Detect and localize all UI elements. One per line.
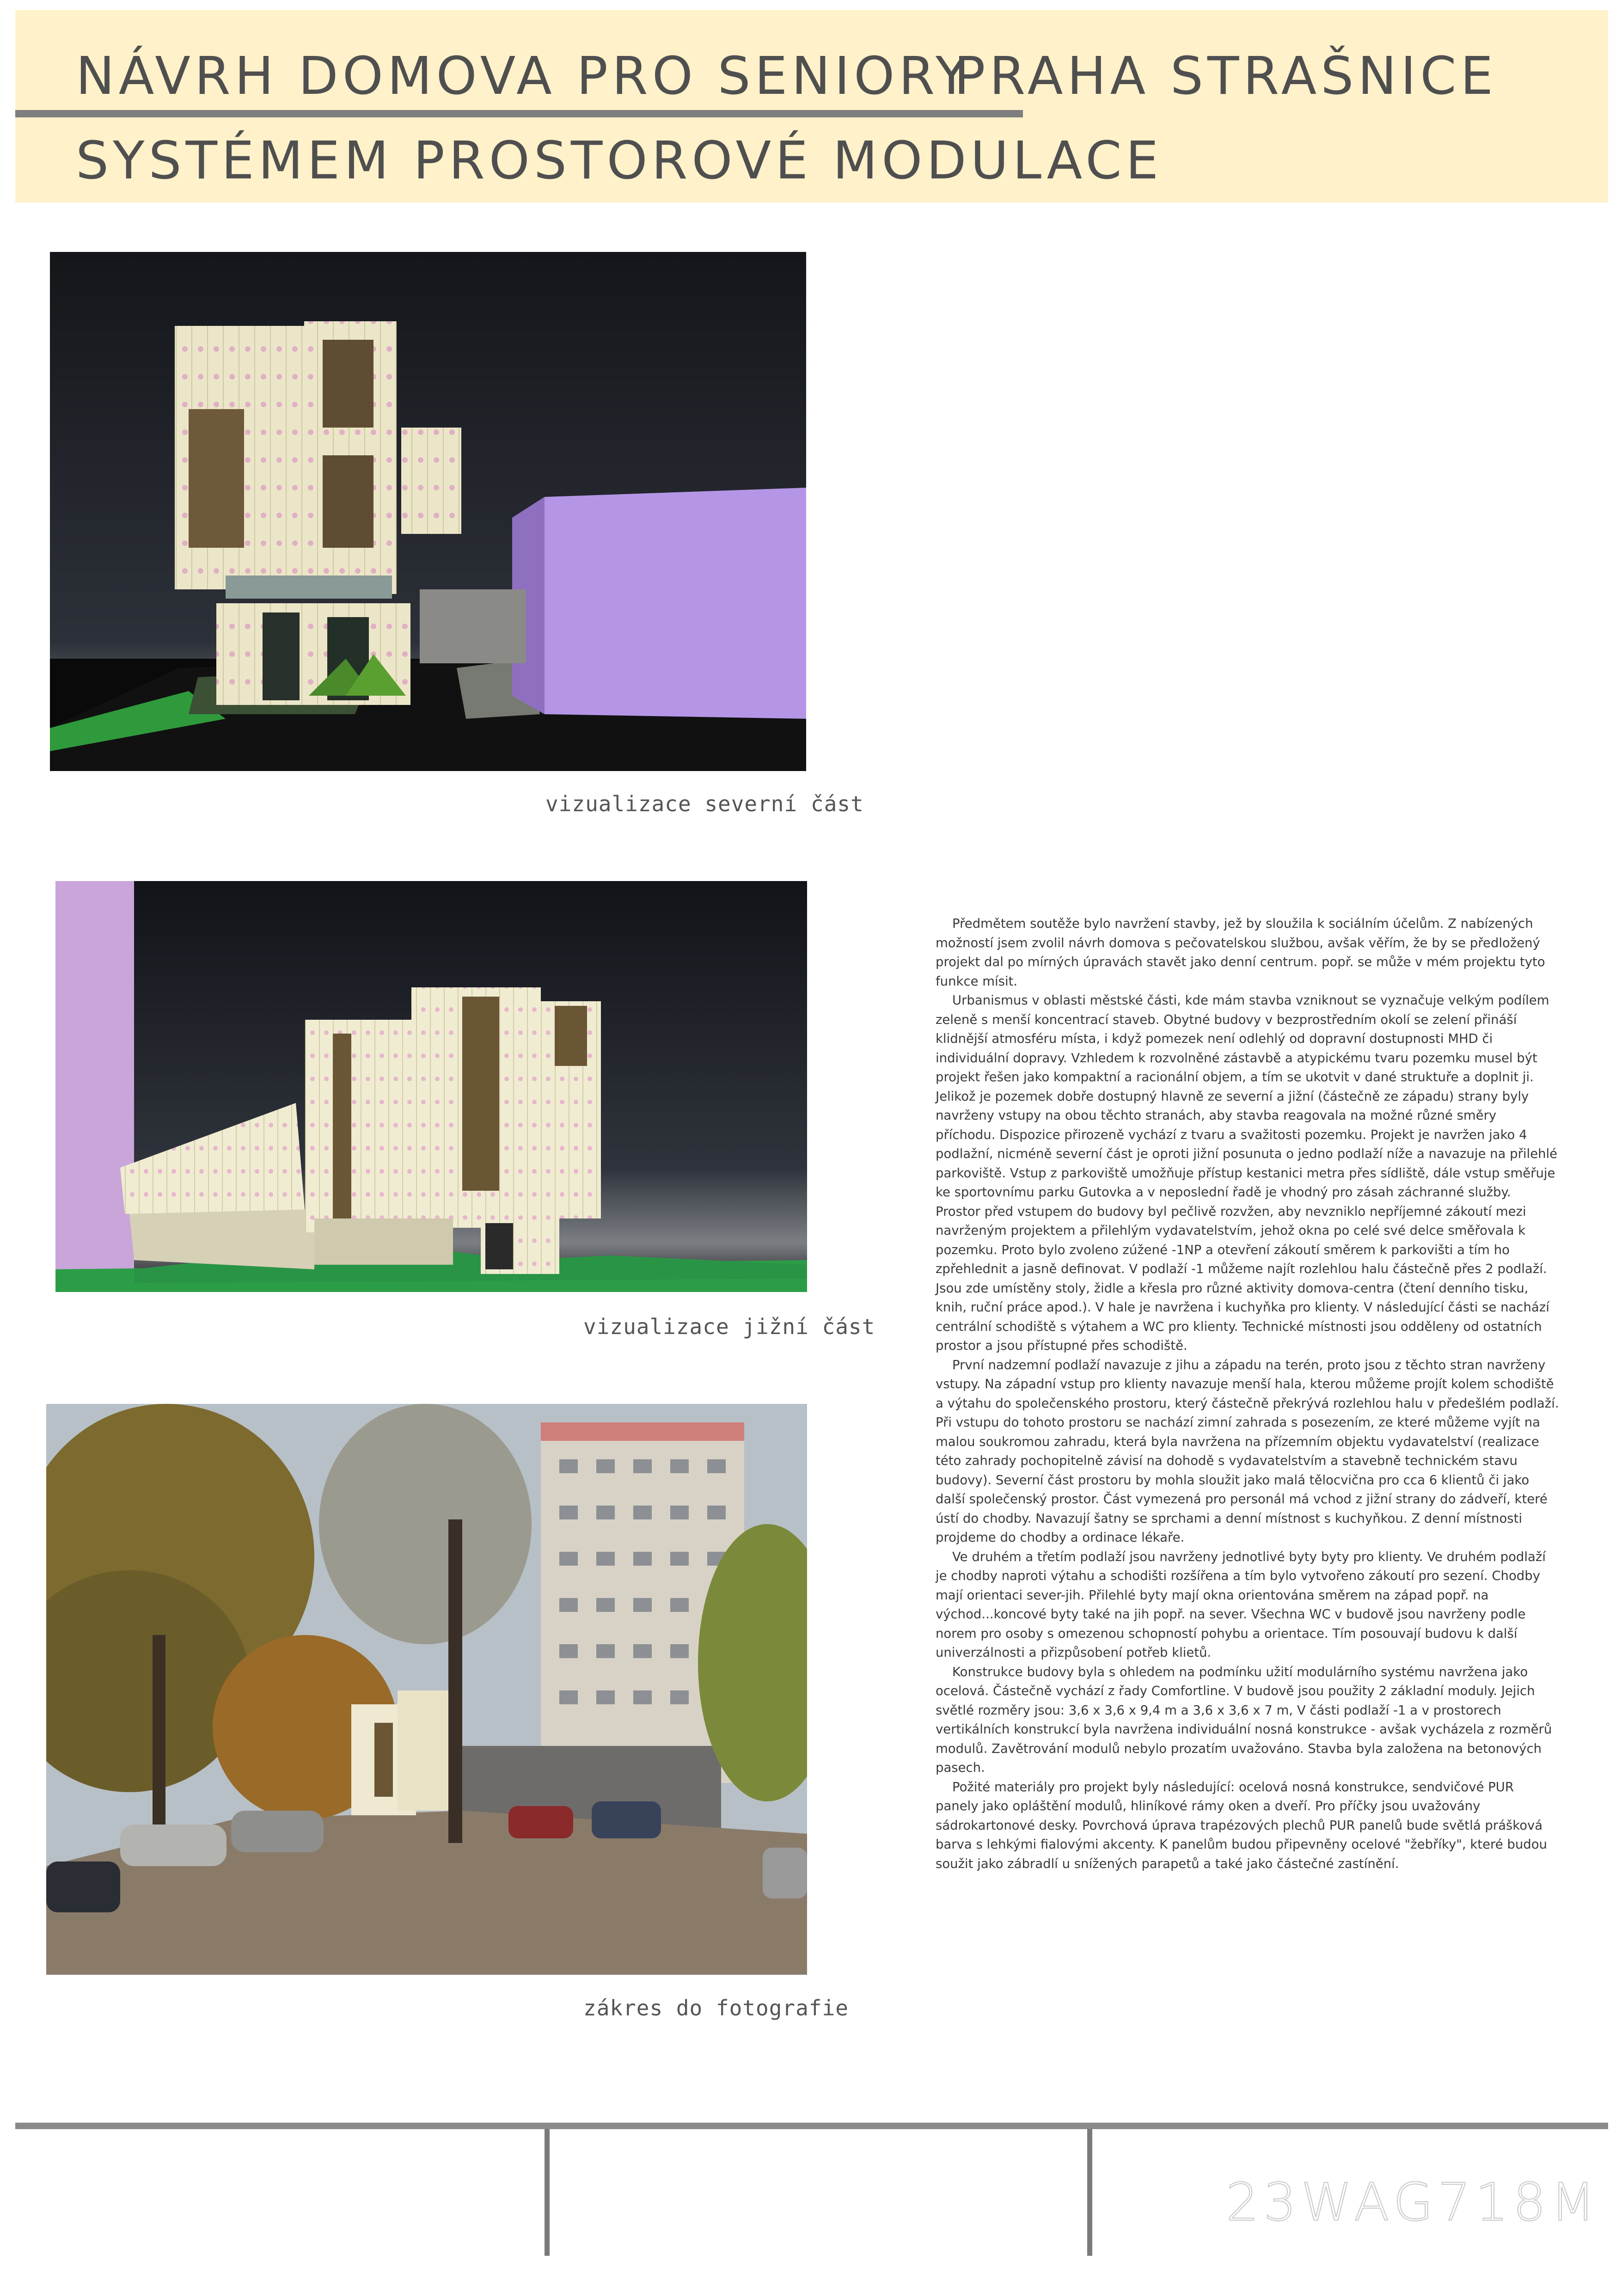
project-description <box>936 914 1560 1874</box>
description-paragraph: Ve druhém a třetím podlaží jsou navrženy jednotlivé byty byty pro klienty. Ve druhém podlaží je chodby naproti výtahu a schodišti rozšířena a tím bylo vytvořeno zákoutí pro sezení. Chodby mají orientaci sever-jih. Přilehlé byty mají okna orientována směrem na západ popř. na východ...koncové byty také na jih popř. na sever. Všechna WC v budově jsou navrženy podle norem pro osoby s omezenou schopností pohybu a orientace. Tím posouvají budovu k další univerzálnosti a přizpůsobení potřeb klietů. <box>936 1549 1546 1660</box>
visualization-south-image <box>55 881 807 1292</box>
title-main: NÁVRH DOMOVA PRO SENIORY <box>76 46 972 106</box>
footer-column-divider <box>545 2129 550 2256</box>
description-paragraph: Požité materiály pro projekt byly následující: ocelová nosná konstrukce, sendvičové PUR panely jako opláštění modulů, hliníkové rámy oken a dveří. Pro příčky jsou uvažovány sádrokartonové desky. Povrchová úprava trapézových plechů PUR panelů bude světlá prášková barva s lehkými fialovými akcenty. K panelům budou připevněny ocelové "žebříky", které budou soužit jako zábradlí u snížených parapetů a také jako částečné zastínění. <box>936 1779 1547 1871</box>
title-location: PRAHA STRAŠNICE <box>954 46 1498 106</box>
description-paragraph: Předmětem soutěže bylo navržení stavby, jež by sloužila k sociálním účelům. Z nabízených možností jsem zvolil návrh domova s pečovatelskou službou, avšak věřím, že by se předložený projekt dal po mírných úpravách stavět jako denní centrum. popř. se může v mém projektu tyto funkce mísit. <box>936 916 1545 989</box>
title-divider <box>15 110 1023 117</box>
description-paragraph: První nadzemní podlaží navazuje z jihu a západu na terén, proto jsou z těchto stran navrženy vstupy. Na západní vstup pro klienty navazuje menší hala, kterou můžeme projít kolem schodiště a výtahu do společenského prostoru, který částečně překrývá rozlehlou halu v předešlém podlaží. Při vstupu do tohoto prostoru se nachází zimní zahrada s posezením, ze které můžeme vyjít na malou soukromou zahradu, která byla navržena na přízemním objektu vydavatelství (realizace této zahrady pochopitelně závisí na dohodě s vydavatelstvím a stavebně technickém stavu budovy). Severní část prostoru by mohla sloužit jako malá tělocvična pro cca 6 klientů či jako další společenský prostor. Část vymezená pro personál má vchod z jižní strany do zádveří, které ústí do chodby. Navazují šatny se sprchami a denní místnost s kuchyňkou. Z denní místnosti projdeme do chodby a ordinace lékaře. <box>936 1357 1559 1545</box>
title-subtitle: SYSTÉMEM PROSTOROVÉ MODULACE <box>76 131 1163 191</box>
visualization-north-image <box>50 252 806 771</box>
caption-south: vizualizace jižní část <box>583 1314 875 1339</box>
footer-column-divider <box>1087 2129 1092 2256</box>
caption-photo: zákres do fotografie <box>583 1996 849 2020</box>
description-paragraph: Urbanismus v oblasti městské části, kde mám stavba vzniknout se vyznačuje velkým podílem zeleně s menší koncentrací staveb. Obytné budovy v bezprostředním okolí se zelení přináší klidnější atmosféru místa, i když pomezek není odlehlý od dopravní dostupnosti MHD či individuální dopravy. Vzhledem k rozvolněné zástavbě a atypickému tvaru pozemku musel být projekt řešen jako kompaktní a racionální objem, a tím se ukotvit v dané struktuře a doplnit ji. Jelikož je pozemek dobře dostupný hlavně ze severní a jižní (částečně ze západu) strany byly navrženy vstupy na obou těchto stranách, aby stavba reagovala na možné různé směry příchodu. Dispozice přirozeně vychází z tvaru a svažitosti pozemku. Projekt je navržen jako 4 podlažní, nicméně severní část je oproti jižní posunuta o jedno podlaží níže a navazuje na přilehlé parkoviště. Vstup z parkoviště umožňuje přístup kestanici metra přes sídliště, dále vstup směřuje ke sportovnímu parku Gutovka a v neposlední řadě je vhodný pro zásah záchranné služby. Prostor před vstupem do budovy byl pečlivě rozvžen, aby nevzniklo nepříjemné zákoutí mezi navrženým projektem a přilehlým vydavatelstvím, jehož okna po celé své delce směřovala k pozemku. Proto bylo zvoleno zúžené -1NP a otevření zákoutí směrem k parkovišti a tím ho zpřehlednit a jasně definovat. V podlaží -1 můžeme najít rozlehlou halu částečně přes 2 podlaží. Jsou zde umístěny stoly, židle a křesla pro různé aktivity domova-centra (čtení denního tisku, knih, ruční práce apod.). V hale je navržena i kuchyňka pro klienty. V následující části se nachází centrální schodiště s výtahem a WC pro klienty. Technické místnosti jsou odděleny od ostatních prostor a jsou přístupné přes schodiště. <box>936 993 1558 1353</box>
description-paragraph: Konstrukce budovy byla s ohledem na podmínku užití modulárního systému navržena jako ocelová. Částečně vychází z řady Comfortline. V budově jsou použity 2 základní moduly. Jejich světlé rozměry jsou: 3,6 x 3,6 x 9,4 m a 3,6 x 3,6 x 7 m, V části podlaží -1 a v prostorech vertikálních konstrukcí byla navržena individuální nosná konstrukce - avšak vycházela z rozměrů modulů. Zavětrování modulů nebylo prozatím uvažováno. Stavba byla založena na betonových pasech. <box>936 1664 1552 1775</box>
footer-divider <box>15 2123 1608 2129</box>
project-code: 23WAG718M <box>1226 2173 1600 2233</box>
photo-montage-image <box>46 1404 807 1975</box>
caption-north: vizualizace severní část <box>545 791 864 816</box>
